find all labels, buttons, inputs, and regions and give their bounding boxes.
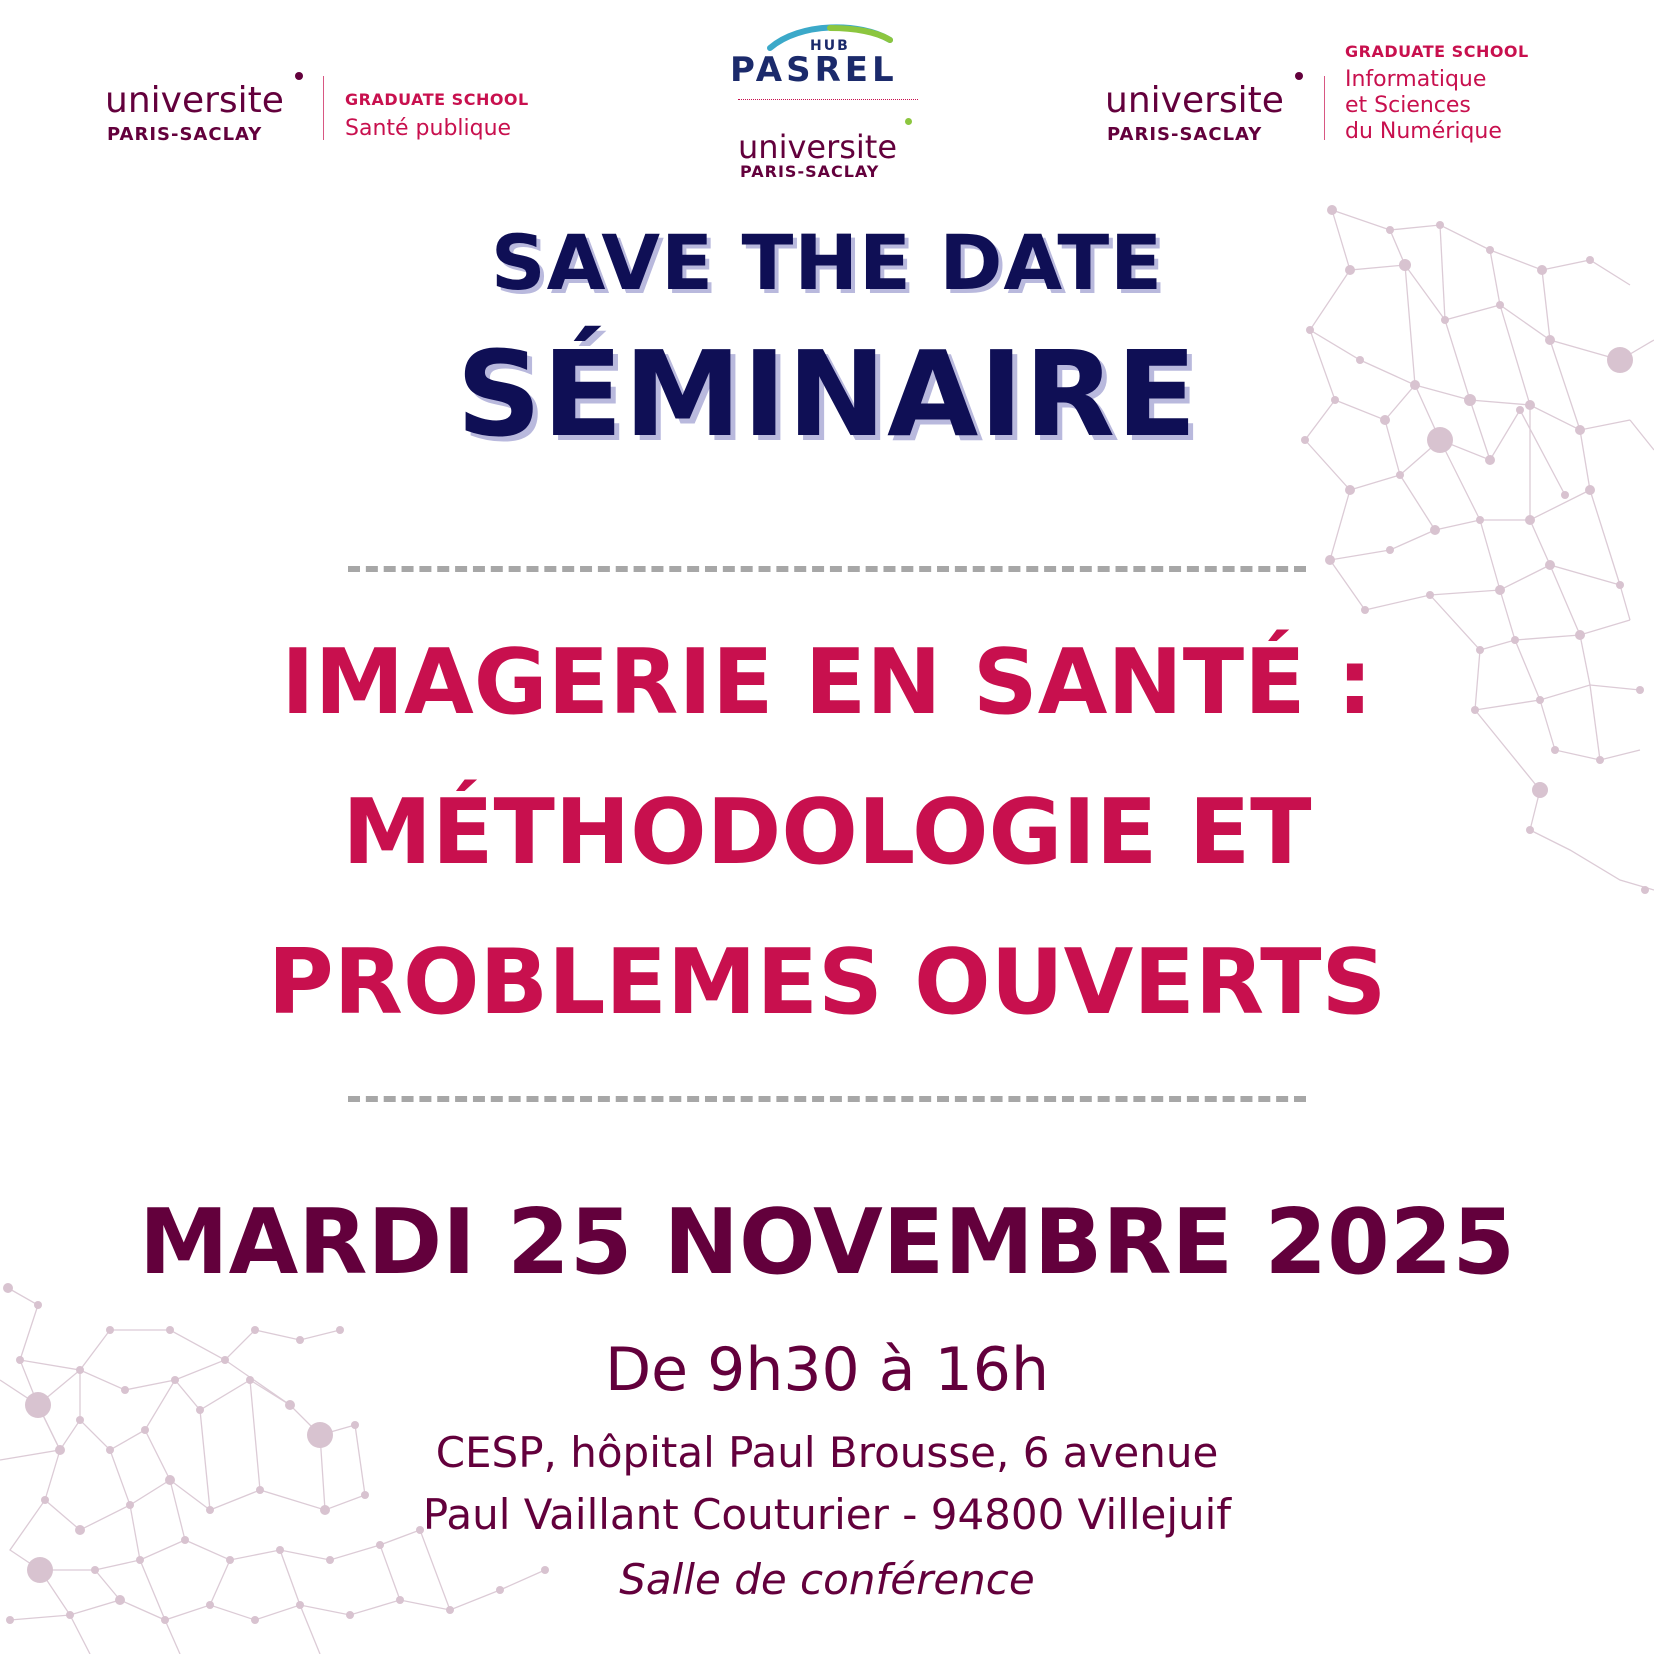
event-address (0, 1422, 1654, 1546)
event-room: Salle de conférence (619, 1555, 1035, 1604)
seminar-topic (0, 608, 1654, 1058)
logo-subtitle: PARIS-SACLAY (107, 124, 263, 145)
seminaire-heading: SÉMINAIRE (456, 325, 1198, 463)
save-the-date-heading: SAVE THE DATE (490, 218, 1164, 307)
graduate-school-title: GRADUATE SCHOOL (1345, 42, 1529, 61)
dashed-divider-top (348, 566, 1306, 572)
logo-subtitle: PARIS-SACLAY (740, 162, 880, 181)
logo-subtitle: PARIS-SACLAY (1107, 124, 1263, 145)
logo-dot (295, 72, 303, 80)
logo-dot (905, 118, 912, 125)
logo-divider (323, 76, 324, 140)
topic-line-1: IMAGERIE EN SANTÉ : (281, 630, 1373, 735)
graduate-school-name-line-3: du Numérique (1345, 119, 1502, 144)
pasrel-wordmark: PASREL (730, 50, 898, 90)
logo-wordmark: universite (105, 80, 284, 121)
address-line-1: CESP, hôpital Paul Brousse, 6 avenue (435, 1428, 1219, 1477)
graduate-school-name-line-1: Informatique (1345, 67, 1487, 92)
logo-dot (1295, 72, 1303, 80)
logo-dotted-divider (738, 99, 918, 100)
logo-wordmark: universite (1105, 80, 1284, 121)
hub-label: HUB (810, 38, 850, 54)
graduate-school-name-line-2: et Sciences (1345, 93, 1471, 118)
logo-graduate-school-sante-publique (105, 70, 555, 150)
graduate-school-title: GRADUATE SCHOOL (345, 90, 529, 109)
event-hours: De 9h30 à 16h (604, 1335, 1050, 1405)
address-line-2: Paul Vaillant Couturier - 94800 Villejuif (422, 1490, 1232, 1539)
topic-line-2: MÉTHODOLOGIE ET (342, 780, 1312, 885)
logo-hub-pasrel (720, 20, 940, 185)
topic-line-3: PROBLEMES OUVERTS (267, 930, 1387, 1035)
graduate-school-name: Santé publique (345, 116, 512, 141)
logo-wordmark: universite (738, 128, 898, 166)
dashed-divider-bottom (348, 1096, 1306, 1102)
logo-graduate-school-informatique (1105, 40, 1625, 160)
event-date: MARDI 25 NOVEMBRE 2025 (139, 1190, 1515, 1295)
logo-divider (1324, 76, 1325, 140)
